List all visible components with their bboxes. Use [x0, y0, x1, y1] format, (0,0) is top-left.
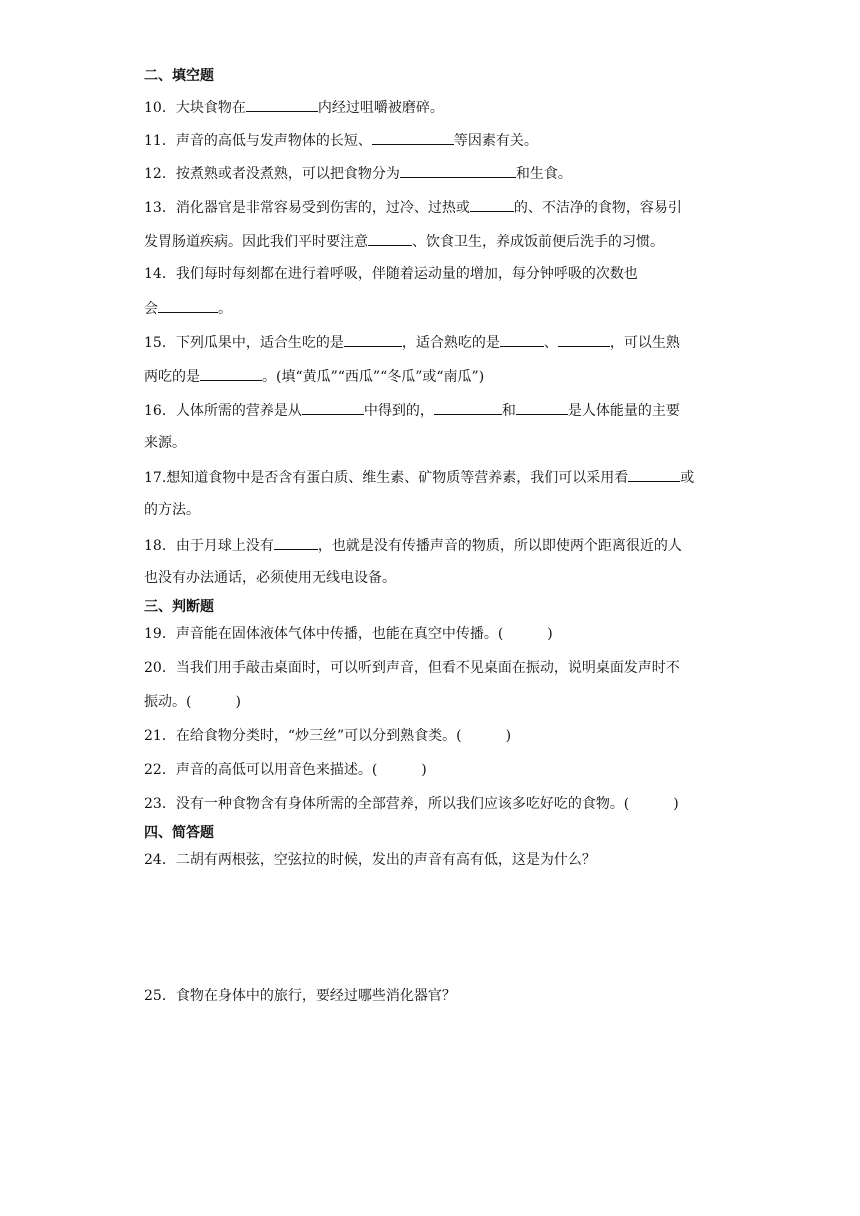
question-13-line-2: 发胃肠道疾病。因此我们平时要注意 、饮食卫生，养成饭前便后洗手的习惯。: [144, 230, 664, 252]
answer-blank[interactable]: [246, 96, 318, 112]
answer-blank[interactable]: [158, 297, 218, 313]
answer-blank[interactable]: [628, 466, 680, 482]
answer-blank[interactable]: [368, 230, 412, 246]
answer-blank[interactable]: [500, 331, 544, 347]
question-16-line-2: 来源。: [144, 435, 186, 451]
answer-blank[interactable]: [372, 129, 454, 145]
answer-blank[interactable]: [400, 162, 516, 178]
question-20-line-2: 振动。( ): [144, 694, 241, 710]
section-heading-short-answer: 四、简答题: [144, 825, 214, 841]
answer-blank[interactable]: [344, 331, 402, 347]
question-14-line-1: 14．我们每时每刻都在进行着呼吸，伴随着运动量的增加，每分钟呼吸的次数也: [144, 266, 638, 282]
answer-blank[interactable]: [558, 331, 610, 347]
question-22: 22．声音的高低可以用音色来描述。( ): [144, 762, 427, 778]
answer-blank[interactable]: [302, 399, 364, 415]
answer-blank[interactable]: [470, 196, 514, 212]
question-17-line-1: 17.想知道食物中是否含有蛋白质、维生素、矿物质等营养素，我们可以采用看 或: [144, 466, 694, 488]
question-21: 21．在给食物分类时，“炒三丝”可以分到熟食类。( ): [144, 728, 512, 744]
question-16-line-1: 16．人体所需的营养是从 中得到的， 和 是人体能量的主要: [144, 399, 680, 421]
question-18-line-2: 也没有办法通话，必须使用无线电设备。: [144, 570, 396, 586]
question-24: 24．二胡有两根弦，空弦拉的时候，发出的声音有高有低，这是为什么？: [144, 852, 596, 868]
question-11: 11．声音的高低与发声物体的长短、 等因素有关。: [144, 129, 538, 151]
answer-blank[interactable]: [434, 399, 502, 415]
question-10: 10．大块食物在 内经过咀嚼被磨碎。: [144, 96, 444, 118]
answer-blank[interactable]: [274, 534, 318, 550]
question-25: 25．食物在身体中的旅行，要经过哪些消化器官？: [144, 988, 456, 1004]
section-heading-true-false: 三、判断题: [144, 599, 214, 615]
question-17-line-2: 的方法。: [144, 502, 200, 518]
question-23: 23．没有一种食物含有身体所需的全部营养，所以我们应该多吃好吃的食物。( ): [144, 796, 679, 812]
answer-blank[interactable]: [200, 365, 262, 381]
section-heading-fill-blank: 二、填空题: [144, 68, 214, 84]
question-20-line-1: 20．当我们用手敲击桌面时，可以听到声音，但看不见桌面在振动，说明桌面发声时不: [144, 660, 680, 676]
question-15-line-2: 两吃的是 。(填“黄瓜”“西瓜”“冬瓜”或“南瓜”): [144, 365, 484, 387]
question-18-line-1: 18．由于月球上没有 ，也就是没有传播声音的物质，所以即使两个距离很近的人: [144, 534, 682, 556]
question-19: 19．声音能在固体液体气体中传播，也能在真空中传播。( ): [144, 626, 553, 642]
question-12: 12．按煮熟或者没煮熟，可以把食物分为 和生食。: [144, 162, 572, 184]
question-13-line-1: 13．消化器官是非常容易受到伤害的，过冷、过热或 的、不洁净的食物，容易引: [144, 196, 682, 218]
question-15-line-1: 15．下列瓜果中，适合生吃的是 ，适合熟吃的是 、 ，可以生熟: [144, 331, 680, 353]
question-14-line-2: 会 。: [144, 297, 232, 319]
answer-blank[interactable]: [516, 399, 568, 415]
